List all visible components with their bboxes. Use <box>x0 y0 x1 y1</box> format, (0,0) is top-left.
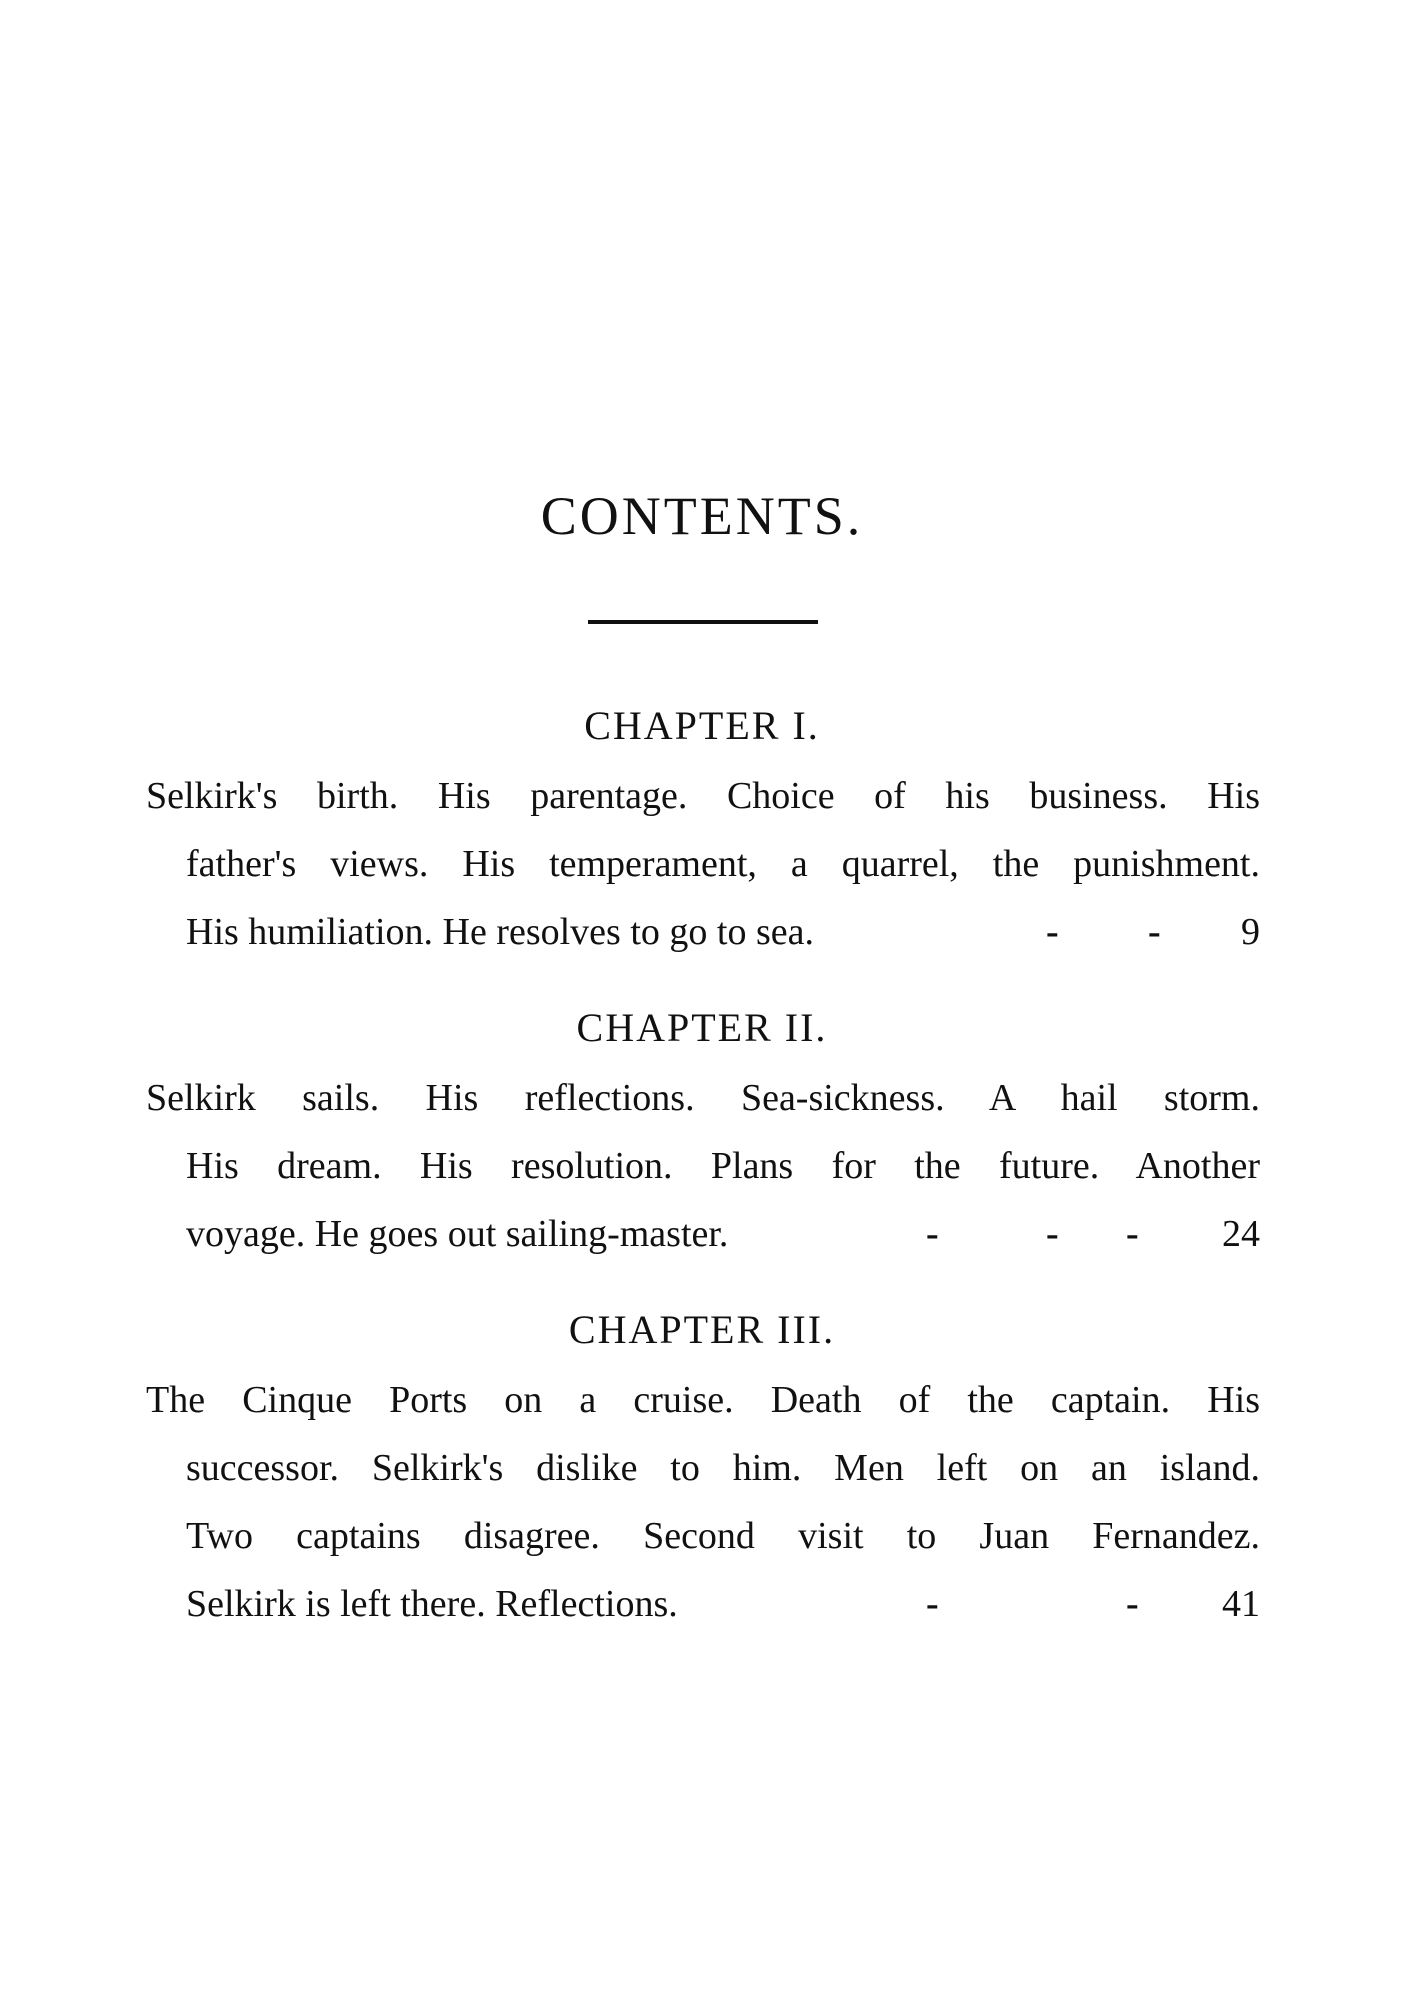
chapter-2-leader-2: - <box>1046 1213 1059 1255</box>
chapter-3-page-number: 41 <box>1222 1583 1260 1625</box>
chapter-2-line-3: voyage. He goes out sailing-master. <box>186 1213 729 1255</box>
chapter-2-leader-1: - <box>926 1213 939 1255</box>
chapter-3-line-1: The Cinque Ports on a cruise. Death of the captain. His <box>146 1379 1260 1421</box>
chapter-2-leader-3: - <box>1126 1213 1139 1255</box>
chapter-2-line-1: Selkirk sails. His reflections. Sea-sickness. A hail storm. <box>146 1077 1260 1119</box>
chapter-3-leader-1: - <box>926 1583 939 1625</box>
chapter-1-leader-1: - <box>1046 911 1059 953</box>
chapter-3-line-3: Two captains disagree. Second visit to Juan Fernandez. <box>186 1515 1260 1557</box>
title-rule <box>588 620 818 624</box>
chapter-1-leader-2: - <box>1148 911 1161 953</box>
chapter-1-page-number: 9 <box>1241 911 1260 953</box>
chapter-1-line-1: Selkirk's birth. His parentage. Choice of his business. His <box>146 775 1260 817</box>
chapter-3-line-4: Selkirk is left there. Reflections. <box>186 1583 678 1625</box>
chapter-3-heading: CHAPTER III. <box>568 1307 836 1352</box>
chapter-1-line-2: father's views. His temperament, a quarrel, the punishment. <box>186 843 1260 885</box>
chapter-2-line-2: His dream. His resolution. Plans for the future. Another <box>186 1145 1260 1187</box>
chapter-1-line-3: His humiliation. He resolves to go to sea. <box>186 911 814 953</box>
chapter-1-heading: CHAPTER I. <box>584 703 820 748</box>
chapter-3-line-2: successor. Selkirk's dislike to him. Men left on an island. <box>186 1447 1260 1489</box>
page-title: CONTENTS. <box>540 486 864 546</box>
chapter-2-page-number: 24 <box>1222 1213 1260 1255</box>
chapter-3-leader-2: - <box>1126 1583 1139 1625</box>
chapter-2-heading: CHAPTER II. <box>576 1005 828 1050</box>
